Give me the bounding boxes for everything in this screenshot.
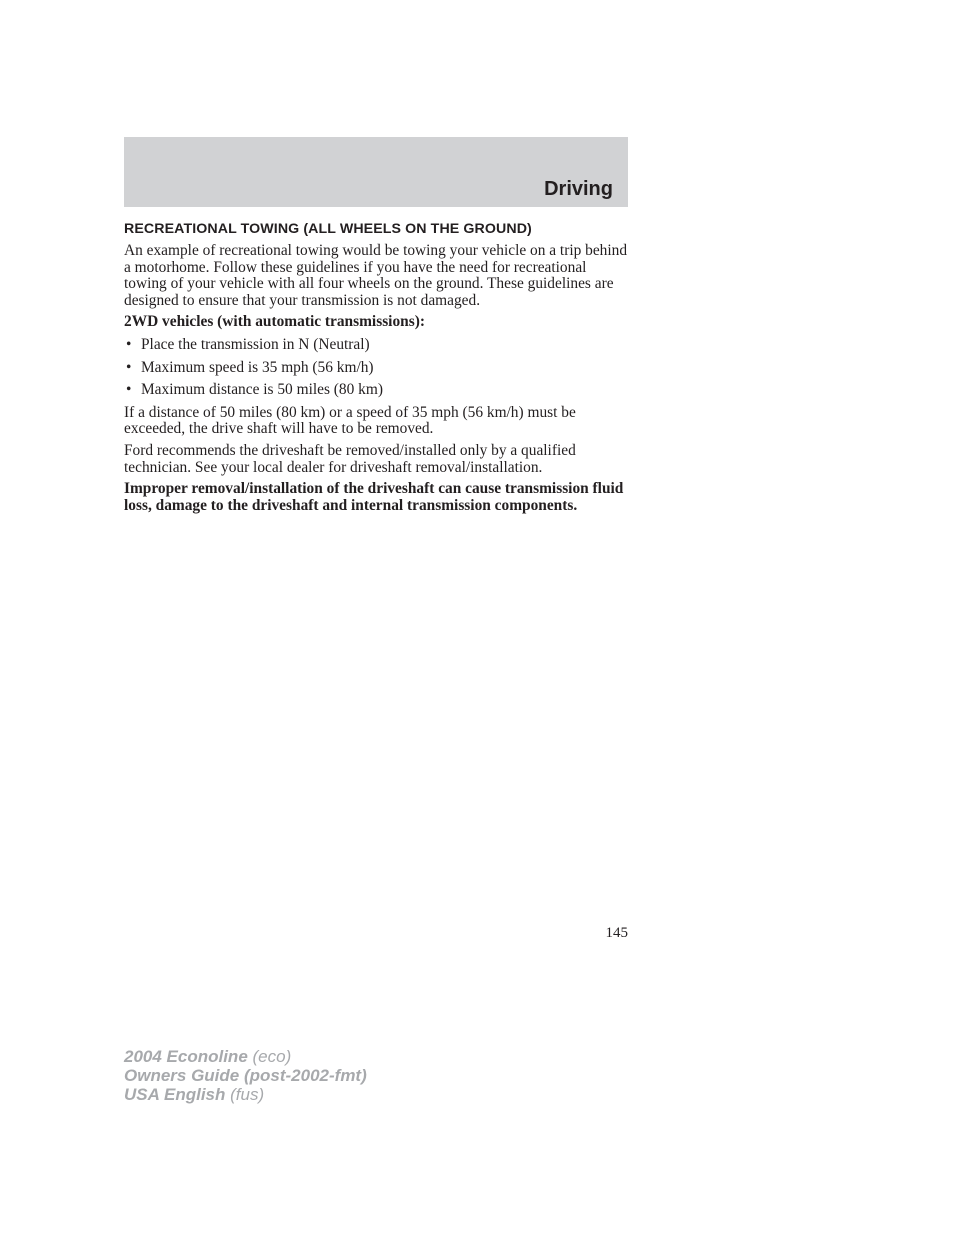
bullet-icon: • <box>126 381 132 399</box>
bullet-icon: • <box>126 358 132 376</box>
subheading: RECREATIONAL TOWING (ALL WHEELS ON THE GROUND) <box>124 221 532 237</box>
list-item-text: Place the transmission in N (Neutral) <box>141 335 370 353</box>
bullet-icon: • <box>126 335 132 353</box>
footer-language: USA English <box>124 1085 226 1104</box>
list-item-text: Maximum distance is 50 miles (80 km) <box>141 381 383 399</box>
page-content <box>124 220 628 520</box>
footer-line-3 <box>124 1085 367 1104</box>
list-item <box>124 337 628 354</box>
footer-model: 2004 Econoline <box>124 1047 248 1066</box>
document-footer <box>124 1047 367 1104</box>
footer-line-2 <box>124 1066 367 1085</box>
intro-paragraph: An example of recreational towing would be towing your vehicle on a trip behind a motorhome. Follow these guidelines if you have the need for recreational towing of your vehicle with all four wheels on the ground. These guidelines are designed to ensure that your transmission is not damaged. <box>124 242 628 309</box>
footer-language-code: (fus) <box>225 1085 265 1104</box>
section-title: Driving <box>544 178 613 200</box>
list-item-text: Maximum speed is 35 mph (56 km/h) <box>141 358 374 376</box>
exceed-paragraph: If a distance of 50 miles (80 km) or a speed of 35 mph (56 km/h) must be exceeded, the drive shaft will have to be removed. <box>124 403 576 438</box>
footer-line-1 <box>124 1047 367 1066</box>
subsection-label: 2WD vehicles (with automatic transmissions): <box>124 313 425 331</box>
list-item <box>124 360 628 377</box>
guidelines-list <box>124 337 628 399</box>
page-number: 145 <box>605 925 628 941</box>
warning-paragraph: Improper removal/installation of the driveshaft can cause transmission fluid loss, damage to the driveshaft and internal transmission components. <box>124 480 624 514</box>
section-header-band <box>124 137 628 207</box>
list-item <box>124 382 628 399</box>
recommend-paragraph: Ford recommends the driveshaft be removed/installed only by a qualified technician. See your local dealer for driveshaft removal/installation. <box>124 441 576 476</box>
footer-model-code: (eco) <box>247 1047 292 1066</box>
footer-guide: Owners Guide (post-2002-fmt) <box>124 1066 367 1085</box>
